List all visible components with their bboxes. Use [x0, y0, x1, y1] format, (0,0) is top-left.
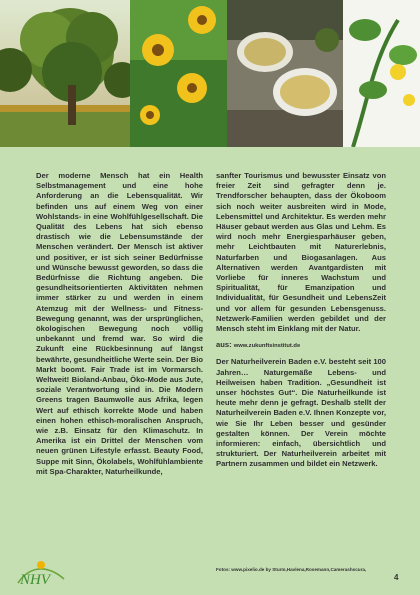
- sunflowers-photo: [130, 0, 227, 147]
- article-paragraph: sanfter Tourismus und bewusster Einsatz von freier Zeit sind gefragter denn je. Trendforscher behaupten, dass der Ökoboom sich noch weiter ausbreiten wird in Mode, Lebensmittel und Architektur. Es werden mehr Häuser gebaut werden aus Glas und Lehm. Es wird noch mehr Energiesparhäuser geben, mehr Leichtbauten mit Naturerlebnis, Naturfarben und Biogasanlagen. Aus Alternativen werden Avantgardisten mit Vorliebe für inneres Wachstum und Spiritualität, für Emanzipation und Individualität, für Gesundheit und LebensZeit und vor allem für gesunden Lebensgenuss. Netzwerk-Familien werden gebildet und der Mensch steht im Einklang mit der Natur.: [216, 171, 386, 334]
- article-paragraph: Der Naturheilverein Baden e.V. besteht seit 100 Jahren… Naturgemäße Lebens- und Heilweisen haben Tradition. „Gesundheit ist unser höchstes Gut“. Die Naturheilkunde ist heute mehr denn je gefragt. Deshalb stellt der Naturheilverein Baden e.V. Ihnen Konzepte vor, wie Sie Ihr Leben besser und gesünder gestalten können. Der Verein möchte informieren: einfach, übersichtlich und strukturiert. Der Naturheilverein arbeitet mit Partnern zusammen und bildet ein Netzwerk.: [216, 357, 386, 469]
- source-line: [216, 340, 386, 351]
- source-label: aus:: [216, 340, 232, 350]
- tree-photo: [0, 0, 130, 147]
- article-column-left: [36, 171, 203, 483]
- nhv-logo: [14, 557, 68, 587]
- photo-credit: Fotos: www.pixelio.de by Sturm,Havlena,Rosemann,Camerashscura,: [216, 567, 367, 572]
- page-number: 4: [394, 573, 399, 582]
- article-column-right: [216, 171, 386, 476]
- source-url: www.zukunftsinstitut.de: [233, 343, 301, 350]
- tea-photo: [227, 0, 343, 147]
- photo-strip: [0, 0, 420, 147]
- article-paragraph: Der moderne Mensch hat ein Health Selbstmanagement und eine hohe Anforderung an die Lebensqualität. Wir befinden uns auf einem Weg von einer Wohlstands- in eine Wohlfühlgesellschaft. Die Qualität des Lebens hat sich ebenso drastisch wie die Lebensumstände der Menschen verändert. Der Mensch ist aktiver und positiver, er ist sich seiner Bedürfnisse und Wünsche bewusst geworden, so dass die Bedürfnisse die Richtung angeben. Die gesundheitsorientierten Aktivitäten nehmen immer stärker zu und werden in einem Atemzug mit der Wellness- und Fitness-Bewegung genannt, was der ursprünglichen, ökologischen Bewegung noch völlig unbekannt und fremd war. So wird die Zukunft eine Rückbesinnung auf längst bewährte, gesundheitliche Werte sein. Der Bio Markt boomt. Fair Trade ist im Vormarsch. Weltweit! Bioland-Anbau, Öko-Mode aus Jute, soziale Verantwortung sind in. Die Modern Greens tragen Baumwolle aus Afrika, legen Wert auf ethisch korrekte Mode und haben einen hohen ethisch-moralischen Anspruch, wie z.B. Einsatz für den Klimaschutz. In Amerika ist ein Drittel der Menschen vom neuen grünen Lifestyle erfasst. Beauty Food, Suppe mit Sinn, Ökolabels, Wohlfühlambiente mit Spa-Charakter, Naturheilkunde,: [36, 171, 203, 476]
- svg-text:NHV: NHV: [20, 572, 50, 587]
- herb-photo: [343, 0, 420, 147]
